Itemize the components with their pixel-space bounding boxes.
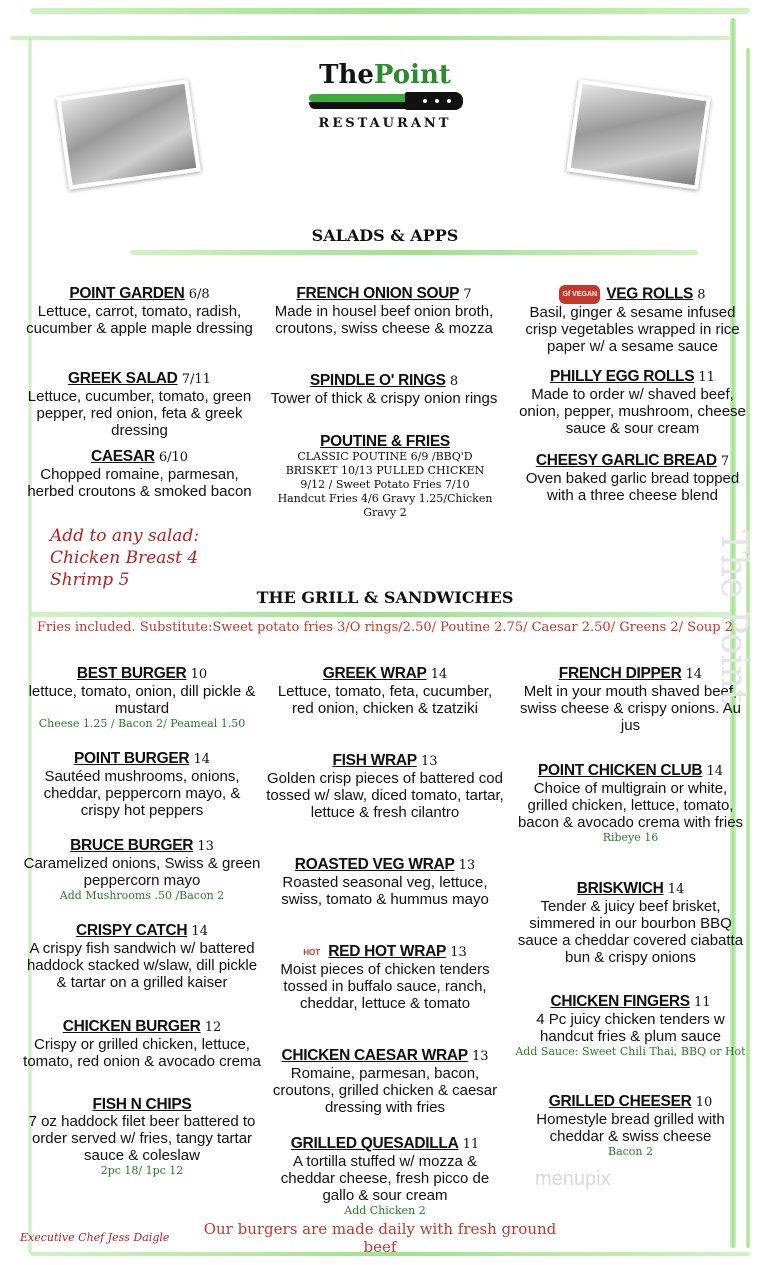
item-desc: Sautéed mushrooms, onions, cheddar, peppercorn mayo, & crispy hot peppers [43, 768, 241, 819]
menu-item-philly-egg-rolls [515, 368, 750, 437]
item-extra: Ribeye 16 [602, 831, 659, 844]
menu-item-caesar [22, 448, 257, 500]
item-desc: Caramelized onions, Swiss & green peppercorn mayo [23, 855, 261, 889]
menu-item-chicken-fingers [513, 993, 748, 1059]
item-name: GRILLED CHEESER [548, 1093, 692, 1110]
hot-icon: HOT [303, 947, 321, 957]
item-desc: Made in housel beef onion broth, croutons, swiss cheese & mozza [274, 303, 494, 337]
grill-title: THE GRILL & SANDWICHES [256, 588, 514, 607]
menu-item-greek-wrap [265, 665, 505, 717]
item-price: 11 [693, 995, 711, 1010]
item-price: 6/8 [188, 287, 210, 302]
item-price: 14 [193, 752, 210, 767]
menu-item-red-hot-wrap [265, 943, 505, 1012]
item-price: 14 [706, 764, 723, 779]
item-price: 11 [462, 1137, 480, 1152]
gf-vegan-icon: Gf VEGAN [559, 285, 600, 304]
item-extra: Cheese 1.25 / Bacon 2/ Peameal 1.50 [38, 717, 246, 730]
item-name: ROASTED VEG WRAP [294, 856, 455, 873]
addon-heading: Add to any salad: [50, 526, 200, 546]
item-extra: Add Chicken 2 [344, 1204, 426, 1217]
item-extra: Bacon 2 [607, 1145, 653, 1158]
menupix-watermark: menupix [535, 1168, 611, 1190]
menu-item-chicken-caesar-wrap [265, 1047, 505, 1116]
menu-item-briskwich [513, 880, 748, 966]
item-extra: Add Sauce: Sweet Chili Thai, BBQ or Hot [515, 1045, 746, 1058]
item-desc: Lettuce, cucumber, tomato, green pepper, red onion, feta & greek dressing [27, 388, 252, 439]
vintage-photo-right [566, 79, 711, 190]
menu-item-cheesy-garlic-bread [515, 452, 750, 504]
menu-item-grilled-quesadilla [265, 1135, 505, 1218]
item-price: 12 [204, 1020, 222, 1035]
salads-divider [130, 250, 698, 255]
item-name: CHEESY GARLIC BREAD [535, 452, 717, 469]
brand-the: The [319, 60, 374, 90]
menu-item-chicken-burger [22, 1018, 262, 1070]
vintage-photo-left [56, 79, 201, 190]
item-extra: Add Mushrooms .50 /Bacon 2 [59, 889, 225, 902]
item-name: GREEK SALAD [68, 370, 178, 387]
item-desc: A crispy fish sandwich w/ battered haddock stacked w/slaw, dill pickle & tartar on a grilled kaiser [26, 940, 258, 991]
item-desc: Made to order w/ shaved beef, onion, pepper, mushroom, cheese sauce & sour cream [519, 386, 746, 437]
item-price: 13 [197, 839, 214, 854]
item-price: 7 [720, 454, 730, 469]
item-name: BRISKWICH [576, 880, 664, 897]
item-desc: Golden crisp pieces of battered cod tossed w/ slaw, diced tomato, tartar, lettuce & fresh cilantro [266, 770, 504, 821]
frame-left-stroke [28, 38, 32, 1253]
menu-item-point-burger [22, 750, 262, 819]
item-desc: 4 Pc juicy chicken tenders w handcut fries & plum sauce [536, 1011, 725, 1045]
item-name: CHICKEN CAESAR WRAP [281, 1047, 468, 1064]
restaurant-logo [300, 60, 470, 150]
menu-item-poutine-fries [275, 433, 495, 520]
item-price: 13 [450, 945, 467, 960]
menu-item-point-garden [22, 285, 257, 337]
item-price: 10 [190, 667, 208, 682]
item-desc: Melt in your mouth shaved beef, swiss cheese & crispy onions. Au jus [520, 683, 741, 734]
item-desc: Oven baked garlic bread topped with a three cheese blend [525, 470, 740, 504]
item-price: 14 [667, 882, 685, 897]
item-desc: Choice of multigrain or white, grilled chicken, lettuce, tomato, bacon & avocado crema with fries [517, 780, 744, 831]
item-name: CHICKEN FINGERS [550, 993, 690, 1010]
item-price: 14 [430, 667, 448, 682]
item-desc: Romaine, parmesan, bacon, croutons, grilled chicken & caesar dressing with fries [272, 1065, 498, 1116]
item-name: FRENCH ONION SOUP [296, 285, 460, 302]
menu-item-crispy-catch [22, 922, 262, 991]
burgers-fresh-note: Our burgers are made daily with fresh ground beef [203, 1220, 557, 1256]
item-name: FRENCH DIPPER [558, 665, 682, 682]
brand-subtitle: RESTAURANT [318, 116, 452, 131]
item-desc: Basil, ginger & sesame infused crisp vegetables wrapped in rice paper w/ a sesame sauce [525, 304, 740, 355]
menu-item-grilled-cheeser [513, 1093, 748, 1159]
item-desc: Homestyle bread grilled with cheddar & swiss cheese [536, 1111, 725, 1145]
item-price: 8 [697, 287, 706, 303]
item-desc: CLASSIC POUTINE 6/9 /BBQ'D BRISKET 10/13 PULLED CHICKEN 9/12 / Sweet Potato Fries 7/10 Handcut Fries 4/6 Gravy 1.25/Chicken Gravy 2 [277, 450, 493, 519]
addon-chicken: Chicken Breast 4 [50, 548, 199, 568]
menu-item-fish-n-chips [22, 1096, 262, 1178]
item-price: 13 [471, 1049, 489, 1064]
item-name: POINT BURGER [74, 750, 190, 767]
item-price: 14 [685, 667, 703, 682]
item-desc: A tortilla stuffed w/ mozza & cheddar cheese, fresh picco de gallo & sour cream [280, 1153, 490, 1204]
menu-item-bruce-burger [22, 837, 262, 903]
item-price: 6/10 [158, 450, 189, 465]
item-desc: Crispy or grilled chicken, lettuce, tomato, red onion & avocado crema [23, 1036, 261, 1070]
menu-item-best-burger [22, 665, 262, 731]
item-desc: lettuce, tomato, onion, dill pickle & mustard [28, 683, 256, 717]
item-desc: Roasted seasonal veg, lettuce, swiss, tomato & hummus mayo [281, 874, 489, 908]
frame-top-stroke-2 [10, 36, 730, 40]
item-desc: Chopped romaine, parmesan, herbed croutons & smoked bacon [27, 466, 252, 500]
item-desc: 7 oz haddock filet beer battered to order served w/ fries, tangy tartar sauce & coleslaw [28, 1113, 256, 1164]
item-name: FISH N CHIPS [92, 1096, 192, 1113]
grill-divider [30, 612, 730, 617]
item-name: BEST BURGER [76, 665, 187, 682]
menu-item-greek-salad [22, 370, 257, 439]
item-name: POINT GARDEN [69, 285, 185, 302]
item-price: 7 [463, 287, 472, 302]
salad-addons [50, 525, 199, 591]
item-name: POUTINE & FRIES [320, 433, 450, 450]
item-price: 14 [191, 924, 208, 939]
item-name: BRUCE BURGER [70, 837, 194, 854]
item-name: POINT CHICKEN CLUB [538, 762, 703, 779]
item-desc: Lettuce, tomato, feta, cucumber, red onion, chicken & tzatziki [277, 683, 493, 717]
item-price: 13 [458, 858, 476, 873]
menu-item-french-onion-soup [268, 285, 500, 337]
fries-substitution-note: Fries included. Substitute:Sweet potato fries 3/O rings/2.50/ Poutine 2.75/ Caesar 2.50/ Greens 2/ Soup 2 [36, 620, 733, 635]
item-name: GREEK WRAP [322, 665, 427, 682]
item-name: GRILLED QUESADILLA [290, 1135, 459, 1152]
item-name: CHICKEN BURGER [62, 1018, 201, 1035]
brand-point: Point [373, 60, 451, 90]
salads-title: SALADS & APPS [311, 226, 459, 245]
item-price: 7/11 [181, 372, 211, 387]
item-name: RED HOT WRAP [328, 943, 447, 960]
menu-item-veg-rolls [515, 285, 750, 355]
addon-shrimp: Shrimp 5 [50, 570, 130, 590]
item-name: CAESAR [90, 448, 155, 465]
item-desc: Moist pieces of chicken tenders tossed in buffalo sauce, ranch, cheddar, lettuce & tomato [280, 961, 490, 1012]
item-price: 11 [698, 370, 715, 385]
item-name: VEG ROLLS [606, 285, 694, 303]
item-extra: 2pc 18/ 1pc 12 [100, 1164, 184, 1177]
frame-top-stroke [30, 8, 750, 14]
item-name: FISH WRAP [332, 752, 417, 769]
item-price: 8 [449, 374, 459, 389]
executive-chef-credit: Executive Chef Jess Daigle [20, 1231, 170, 1244]
menu-item-point-chicken-club [513, 762, 748, 845]
item-desc: Lettuce, carrot, tomato, radish, cucumber & apple maple dressing [26, 303, 253, 337]
menu-item-fish-wrap [265, 752, 505, 821]
the-point-watermark: The Point [713, 530, 754, 704]
knife-logo-icon [305, 92, 465, 112]
brand-name [300, 60, 470, 90]
item-name: PHILLY EGG ROLLS [550, 368, 695, 385]
item-desc: Tower of thick & crispy onion rings [270, 390, 498, 407]
item-name: CRISPY CATCH [76, 922, 188, 939]
item-desc: Tender & juicy beef brisket, simmered in our bourbon BBQ sauce a cheddar covered ciabatta bun & crispy onions [517, 898, 744, 966]
item-price: 10 [695, 1095, 713, 1110]
item-name: SPINDLE O' RINGS [309, 372, 446, 389]
menu-item-spindle-rings [268, 372, 500, 407]
menu-item-roasted-veg-wrap [265, 856, 505, 908]
item-price: 13 [420, 754, 438, 769]
